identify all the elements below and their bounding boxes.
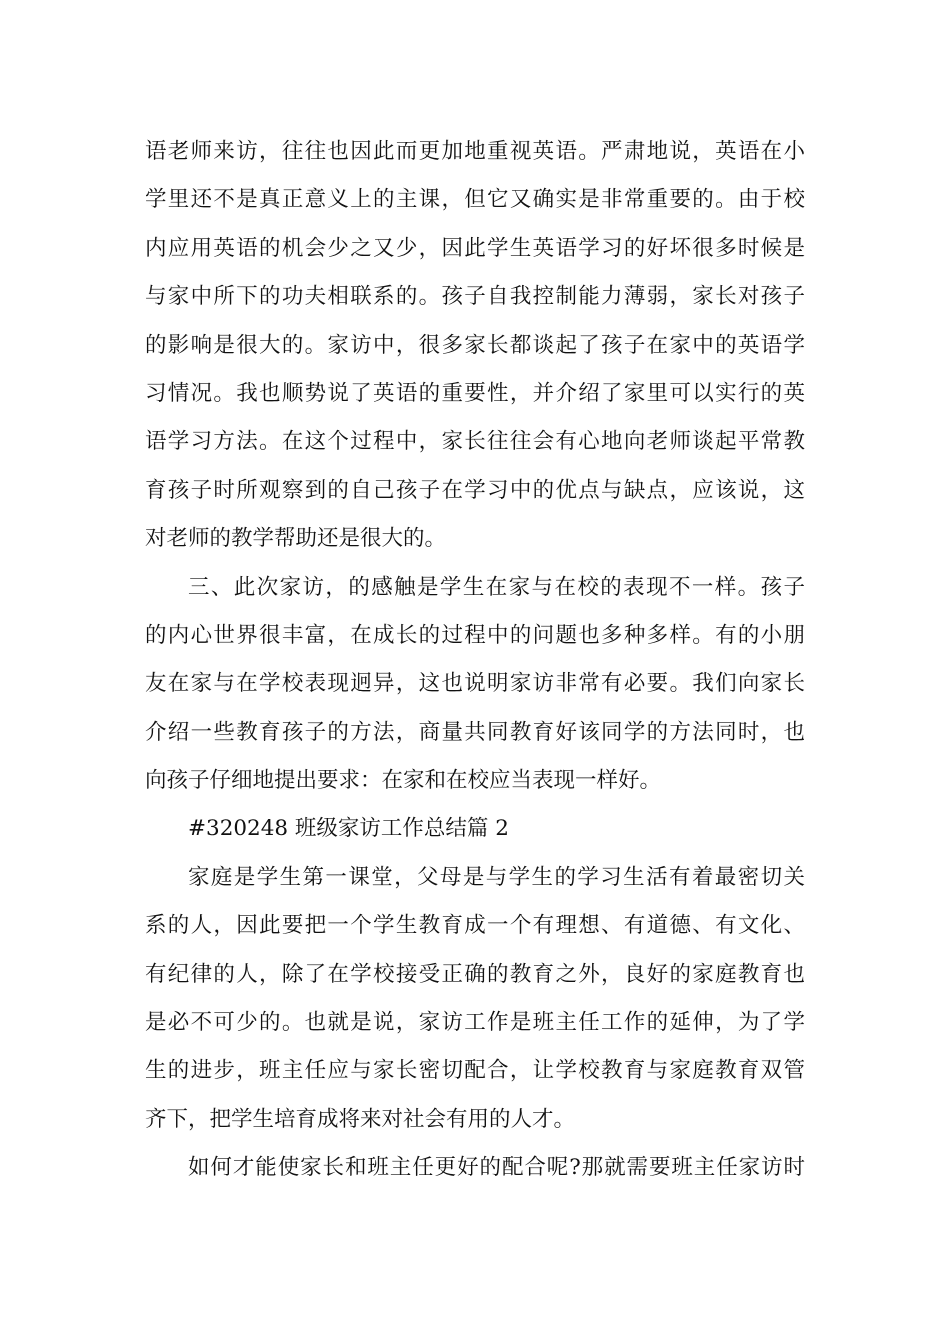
text-line: 生的进步，班主任应与家长密切配合，让学校教育与家庭教育双管 [145,1058,805,1084]
text-line: 的影响是很大的。家访中，很多家长都谈起了孩子在家中的英语学 [145,332,805,358]
document-body [145,128,805,1193]
text-line: 友在家与在学校表现迥异，这也说明家访非常有必要。我们向家长 [145,671,805,697]
paragraph-english-study [145,128,805,564]
section-title: #320248 班级家访工作总结篇 2 [188,816,509,842]
paragraph-family-classroom [145,854,805,1144]
text-line: 内应用英语的机会少之又少，因此学生英语学习的好坏很多时候是 [145,235,805,261]
paragraph-cooperation [145,1144,805,1192]
text-line: 家庭是学生第一课堂，父母是与学生的学习生活有着最密切关 [188,864,805,890]
text-line: 学里还不是真正意义上的主课，但它又确实是非常重要的。由于校 [145,187,805,213]
text-line: 介绍一些教育孩子的方法，商量共同教育好该同学的方法同时，也 [145,719,805,745]
text-line: 语老师来访，往往也因此而更加地重视英语。严肃地说，英语在小 [145,139,805,164]
section-heading [145,805,805,853]
text-line: 育孩子时所观察到的自己孩子在学习中的优点与缺点，应该说，这 [145,477,805,503]
text-line: 有纪律的人，除了在学校接受正确的教育之外，良好的家庭教育也 [145,961,805,987]
paragraph-point-three [145,564,805,806]
text-line: 的内心世界很丰富，在成长的过程中的问题也多种多样。有的小朋 [145,622,805,648]
text-line: 习情况。我也顺势说了英语的重要性，并介绍了家里可以实行的英 [145,380,805,406]
text-line: 对老师的教学帮助还是很大的。 [145,526,447,552]
text-line: 是必不可少的。也就是说，家访工作是班主任工作的延伸，为了学 [145,1010,805,1036]
text-line: 与家中所下的功夫相联系的。孩子自我控制能力薄弱，家长对孩子 [145,284,805,310]
text-line: 齐下，把学生培育成将来对社会有用的人才。 [145,1106,576,1132]
text-line: 语学习方法。在这个过程中，家长往往会有心地向老师谈起平常教 [145,429,805,455]
text-line: 如何才能使家长和班主任更好的配合呢?那就需要班主任家访时 [188,1155,805,1181]
text-line: 三、此次家访，的感触是学生在家与在校的表现不一样。孩子 [188,574,805,600]
text-line: 向孩子仔细地提出要求：在家和在校应当表现一样好。 [145,768,662,794]
text-line: 系的人，因此要把一个学生教育成一个有理想、有道德、有文化、 [145,913,805,939]
